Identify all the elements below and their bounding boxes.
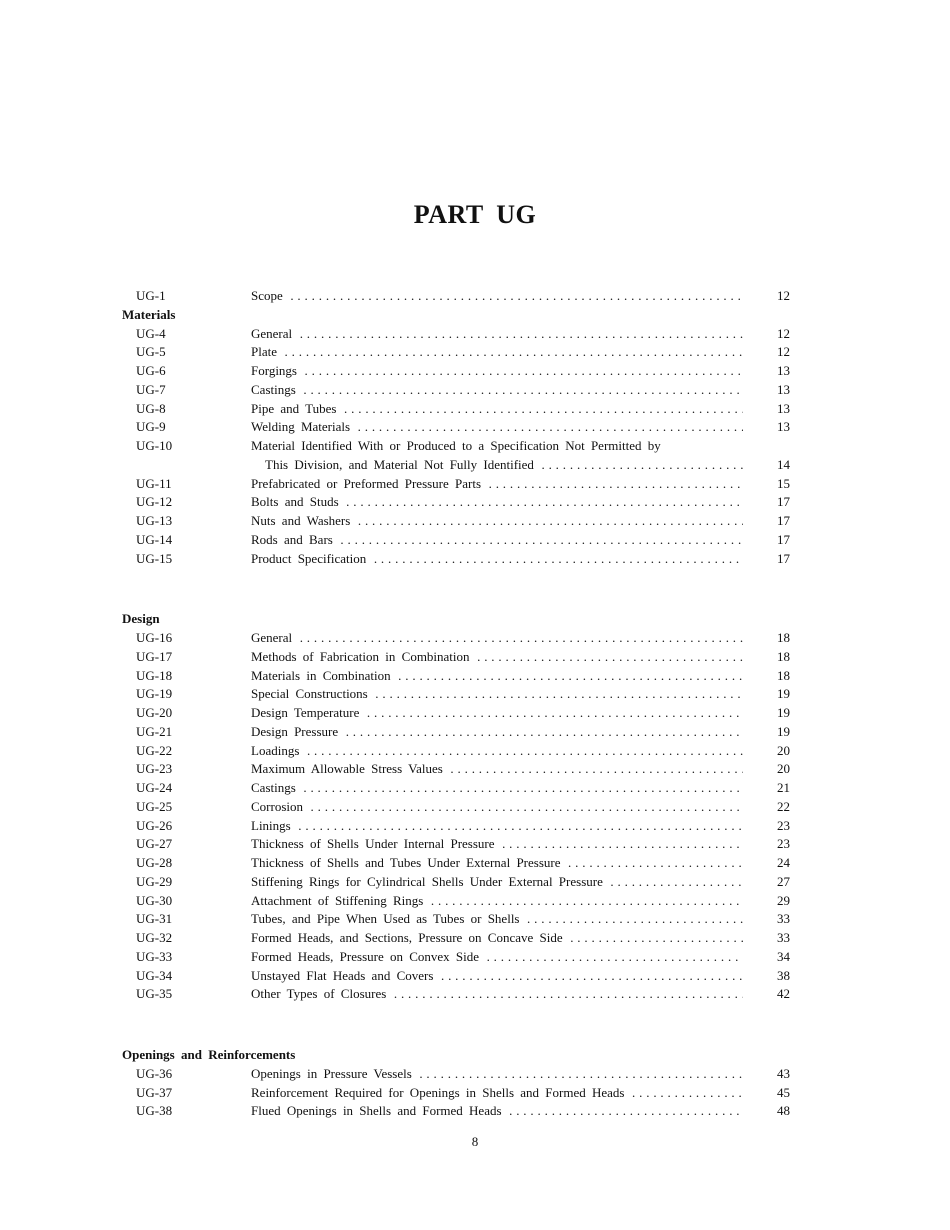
toc-row [122, 704, 790, 723]
section-heading-row [122, 306, 790, 325]
toc-page-number: 34 [777, 948, 790, 964]
section-code: UG-12 [136, 494, 173, 510]
section-code: UG-34 [136, 967, 173, 983]
toc-page-number: 17 [777, 513, 790, 528]
toc-row [122, 817, 790, 836]
toc-entry-title [251, 629, 743, 648]
section-code: UG-16 [136, 630, 173, 645]
toc-page-number: 19 [777, 723, 790, 739]
toc-entry-text: Unstayed Flat Heads and Covers [251, 968, 437, 983]
toc-row [122, 343, 790, 362]
section-code: UG-21 [136, 723, 173, 739]
toc-page-number: 42 [777, 986, 790, 1002]
toc-row [122, 418, 790, 437]
toc-entry-text: Bolts and Studs [251, 494, 343, 509]
toc-entry-text: Scope [251, 288, 287, 303]
toc-entry-title [251, 400, 743, 419]
section-code: UG-13 [136, 513, 173, 528]
toc-page-number: 13 [777, 419, 790, 435]
section-code: UG-1 [136, 288, 166, 303]
toc-row [122, 400, 790, 419]
toc-entry-title [251, 723, 743, 742]
toc-entry-title [251, 1084, 743, 1103]
toc-page-number: 29 [777, 892, 790, 908]
toc-entry-text: Other Types of Closures [251, 986, 390, 1001]
toc-entry-title [251, 287, 743, 306]
toc-row [122, 287, 790, 306]
section-code: UG-20 [136, 705, 173, 720]
toc-entry-title [251, 760, 743, 779]
section-code: UG-36 [136, 1065, 173, 1081]
section-heading-row [122, 1046, 790, 1065]
toc-entry-title [251, 985, 743, 1004]
section-code: UG-32 [136, 930, 173, 945]
toc-page-number: 12 [777, 325, 790, 341]
toc-row [122, 1102, 790, 1121]
toc-row [122, 910, 790, 929]
toc-row [122, 760, 790, 779]
toc-entry-text: Linings [251, 818, 295, 833]
table-of-contents [122, 287, 790, 1121]
toc-entry-title [251, 798, 743, 817]
toc-page-number: 22 [777, 798, 790, 814]
toc-entry-title [251, 550, 743, 569]
toc-row [122, 550, 790, 569]
section-code: UG-18 [136, 667, 173, 683]
toc-row [122, 1084, 790, 1103]
toc-row [122, 362, 790, 381]
toc-page-number: 13 [777, 363, 790, 378]
section-code: UG-29 [136, 873, 173, 889]
section-code: UG-25 [136, 798, 173, 814]
toc-entry-title [251, 381, 743, 400]
toc-entry-title [251, 1102, 743, 1121]
section-code: UG-38 [136, 1103, 173, 1119]
toc-row [122, 531, 790, 550]
toc-entry-title [251, 531, 743, 550]
toc-entry-title [251, 667, 743, 686]
toc-row [122, 948, 790, 967]
toc-entry-text: Thickness of Shells Under Internal Pressure [251, 836, 499, 851]
section-code: UG-8 [136, 400, 166, 416]
toc-entry-text: Welding Materials [251, 419, 354, 434]
toc-row [122, 325, 790, 344]
toc-entry-title [251, 742, 743, 761]
toc-entry-text: Castings [251, 780, 300, 795]
section-code: UG-35 [136, 986, 173, 1002]
toc-page-number: 33 [777, 930, 790, 945]
toc-entry-text: Tubes, and Pipe When Used as Tubes or Shells [251, 911, 524, 926]
toc-entry-text: Plate [251, 344, 281, 359]
toc-entry-text: Methods of Fabrication in Combination [251, 649, 474, 664]
toc-row [122, 798, 790, 817]
toc-entry-title [251, 475, 743, 494]
toc-entry-title [251, 648, 743, 667]
toc-entry-text: Corrosion [251, 799, 307, 814]
section-code: UG-28 [136, 855, 173, 870]
toc-entry-title [251, 967, 743, 986]
toc-page-number: 18 [777, 667, 790, 683]
toc-row [122, 873, 790, 892]
toc-entry-text: Formed Heads, Pressure on Convex Side [251, 949, 483, 964]
toc-row [122, 742, 790, 761]
toc-page-number: 18 [777, 630, 790, 645]
toc-entry-text: Prefabricated or Preformed Pressure Parts [251, 476, 485, 491]
section-code: UG-24 [136, 780, 173, 795]
toc-page-number: 27 [777, 873, 790, 889]
toc-row [122, 967, 790, 986]
toc-row [122, 892, 790, 911]
section-code: UG-33 [136, 948, 173, 964]
toc-entry-title [251, 854, 743, 873]
section-spacer [122, 568, 790, 610]
toc-entry-text: General [251, 630, 296, 645]
toc-page-number: 20 [777, 761, 790, 777]
toc-row [122, 493, 790, 512]
toc-page-number: 17 [777, 494, 790, 510]
section-code: UG-7 [136, 381, 166, 397]
toc-entry-text: Reinforcement Required for Openings in Shells and Formed Heads [251, 1085, 628, 1100]
toc-page-number: 13 [777, 400, 790, 416]
toc-entry-title [251, 910, 743, 929]
toc-entry-title [251, 325, 743, 344]
toc-entry-text: Rods and Bars [251, 532, 337, 547]
section-code: UG-15 [136, 550, 173, 566]
toc-entry-text: Design Temperature [251, 705, 363, 720]
toc-row [122, 1065, 790, 1084]
toc-row [122, 854, 790, 873]
toc-row [122, 779, 790, 798]
section-code: UG-6 [136, 363, 166, 378]
toc-entry-text: Product Specification [251, 551, 370, 566]
page-title: PART UG [413, 200, 537, 229]
section-heading: Materials [122, 306, 176, 322]
toc-entry-title [251, 493, 743, 512]
toc-entry-text: Flued Openings in Shells and Formed Heads [251, 1103, 506, 1118]
toc-entry-title [251, 817, 743, 836]
toc-entry-title [251, 1065, 743, 1084]
toc-entry-title [251, 948, 743, 967]
toc-row [122, 475, 790, 494]
toc-page-number: 17 [777, 531, 790, 547]
toc-page-number: 23 [777, 836, 790, 852]
toc-entry-text: Special Constructions [251, 686, 372, 701]
toc-page-number: 12 [777, 288, 790, 303]
section-code: UG-23 [136, 761, 173, 777]
section-code: UG-4 [136, 325, 166, 341]
toc-row [122, 835, 790, 854]
toc-row [122, 437, 790, 456]
toc-page-number: 19 [777, 686, 790, 702]
section-code: UG-11 [136, 475, 172, 491]
toc-page-number: 24 [777, 855, 790, 870]
toc-entry-title [251, 892, 743, 911]
toc-entry-title [251, 779, 743, 798]
toc-entry-text: Nuts and Washers [251, 513, 354, 528]
toc-page-number: 14 [777, 456, 790, 472]
toc-row [122, 381, 790, 400]
section-code: UG-31 [136, 911, 173, 927]
section-code: UG-17 [136, 648, 173, 664]
toc-entry-text: Openings in Pressure Vessels [251, 1066, 416, 1081]
toc-entry-text: Castings [251, 382, 300, 397]
toc-row [122, 629, 790, 648]
toc-page-number: 48 [777, 1103, 790, 1119]
toc-row [122, 512, 790, 531]
toc-row [122, 456, 790, 475]
toc-entry-text: Pipe and Tubes [251, 401, 340, 416]
toc-page-number: 33 [777, 911, 790, 927]
toc-entry-title [251, 685, 743, 704]
section-code: UG-22 [136, 742, 173, 758]
toc-entry-title [251, 343, 743, 362]
toc-page-number: 19 [777, 705, 790, 720]
toc-row [122, 648, 790, 667]
toc-page-number: 17 [777, 550, 790, 566]
toc-entry-text: Materials in Combination [251, 668, 395, 683]
section-code: UG-27 [136, 836, 173, 852]
toc-page-number: 43 [777, 1065, 790, 1081]
toc-row [122, 985, 790, 1004]
toc-row [122, 685, 790, 704]
section-heading-row [122, 610, 790, 629]
toc-page-number: 15 [777, 475, 790, 491]
toc-entry-title [251, 873, 743, 892]
toc-row [122, 667, 790, 686]
section-code: UG-19 [136, 686, 173, 702]
section-code: UG-14 [136, 531, 173, 547]
toc-entry-title [251, 437, 743, 456]
toc-page-number: 13 [777, 381, 790, 397]
toc-page-number: 12 [777, 344, 790, 360]
toc-page-number: 23 [777, 817, 790, 833]
toc-entry-title [251, 512, 743, 531]
section-code: UG-26 [136, 817, 173, 833]
toc-entry-text: Thickness of Shells and Tubes Under External Pressure [251, 855, 565, 870]
section-code: UG-10 [136, 438, 173, 453]
toc-row [122, 723, 790, 742]
toc-entry-text: Loadings [251, 743, 303, 758]
toc-entry-title [251, 362, 743, 381]
section-code: UG-30 [136, 892, 173, 908]
toc-page-number: 21 [777, 780, 790, 795]
toc-entry-title [251, 418, 743, 437]
section-spacer [122, 1004, 790, 1046]
toc-entry-text: Forgings [251, 363, 301, 378]
page-number: 8 [471, 1134, 479, 1149]
toc-row [122, 929, 790, 948]
toc-entry-text: General [251, 326, 296, 341]
toc-page-number: 45 [777, 1084, 790, 1100]
toc-page-number: 38 [777, 967, 790, 983]
toc-page-number: 20 [777, 742, 790, 758]
toc-entry-text: Stiffening Rings for Cylindrical Shells Under External Pressure [251, 874, 607, 889]
toc-entry-title [265, 456, 743, 475]
toc-entry-text: Design Pressure [251, 724, 342, 739]
toc-entry-title [251, 929, 743, 948]
toc-entry-title [251, 835, 743, 854]
toc-entry-text: Attachment of Stiffening Rings [251, 893, 427, 908]
section-code: UG-37 [136, 1084, 173, 1100]
toc-entry-text: Maximum Allowable Stress Values [251, 761, 447, 776]
toc-entry-text: Material Identified With or Produced to a Specification Not Permitted by [251, 438, 665, 453]
section-heading: Design [122, 611, 160, 627]
toc-entry-title [251, 704, 743, 723]
section-code: UG-9 [136, 419, 166, 435]
toc-page-number: 18 [777, 648, 790, 664]
toc-entry-text: Formed Heads, and Sections, Pressure on Concave Side [251, 930, 567, 945]
toc-entry-text: This Division, and Material Not Fully Identified [265, 457, 538, 472]
section-heading: Openings and Reinforcements [122, 1047, 296, 1062]
section-code: UG-5 [136, 344, 166, 360]
